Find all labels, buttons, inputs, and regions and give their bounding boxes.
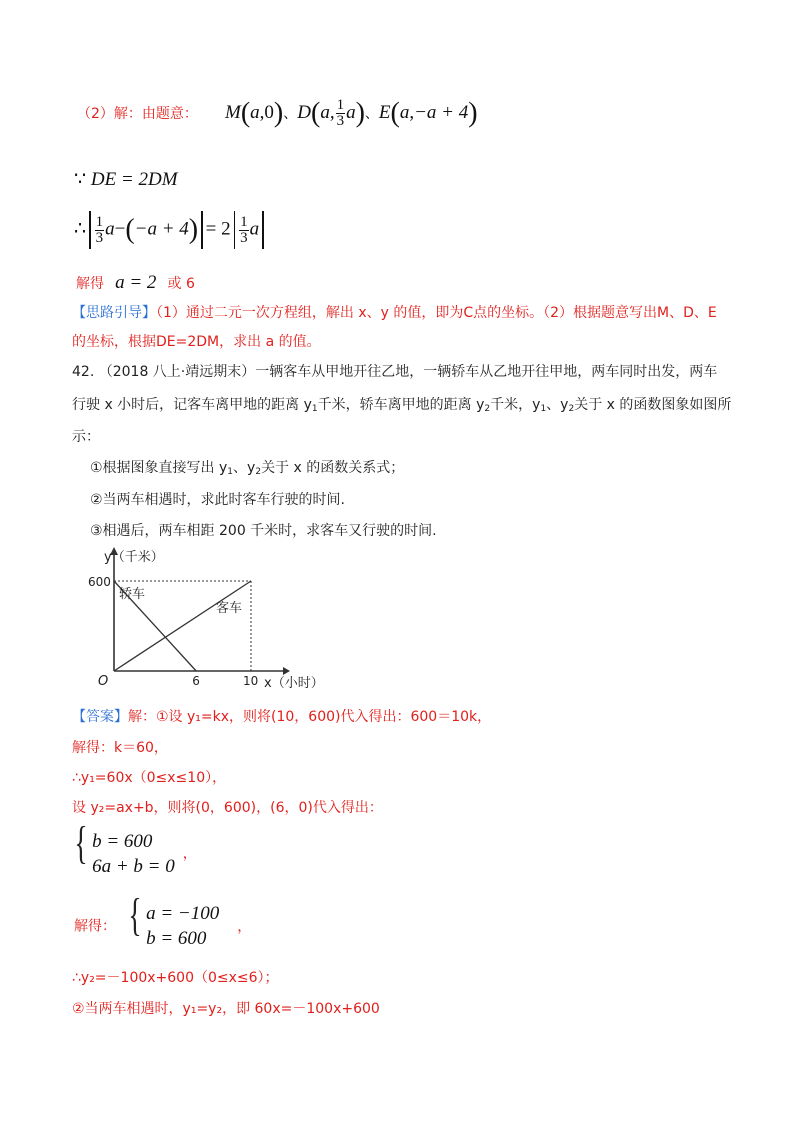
- system-solution-b: b = 600: [146, 927, 207, 949]
- fraction-one-third: $\frac{1}{3}$: [95, 213, 104, 246]
- paren: ): [188, 214, 199, 245]
- problem-text-2c: 千米，y: [490, 397, 541, 413]
- solve-expression: a = 2: [115, 272, 157, 293]
- subscript: 1: [311, 404, 318, 414]
- because-line: [74, 168, 178, 191]
- question-1a: ①根据图象直接写出 y: [90, 460, 228, 476]
- var-a: a: [399, 101, 410, 123]
- answer-line-2: 解得：k＝60，: [72, 740, 168, 756]
- paren: ): [355, 97, 365, 129]
- zero: 0: [264, 101, 274, 123]
- abs-bar: [234, 211, 236, 249]
- problem-source: （2018 八上·靖远期末）: [98, 364, 256, 380]
- system-solution-a: a = −100: [146, 902, 220, 924]
- answer-tag: 【答案】: [72, 709, 128, 725]
- var-a: a: [320, 101, 330, 123]
- answer-line-6: ②当两车相遇时，y₁=y₂，即 60x=－100x+600: [72, 1001, 380, 1017]
- solve-alternative: 或 6: [167, 276, 195, 292]
- answer-text-1: 解：①设 y₁=kx，则将(10，600)代入得出：600＝10k，: [128, 709, 492, 725]
- problem-line-1: [72, 360, 717, 384]
- answer-line-5: ∴y₂=－100x+600（0≤x≤6）；: [72, 970, 279, 986]
- equals-two: = 2: [205, 218, 231, 240]
- hint-line-1: [72, 301, 717, 325]
- problem-number: 42.: [72, 364, 95, 380]
- var-a: a: [346, 101, 356, 123]
- part2-line: [77, 98, 478, 129]
- answer-line-3: ∴y₁=60x（0≤x≤10），: [72, 770, 227, 786]
- subscript: 2: [484, 404, 491, 414]
- problem-line-3: 示：: [72, 429, 100, 445]
- comma: ，: [182, 846, 197, 862]
- origin-label: O: [98, 674, 109, 689]
- question-3: ③相遇后，两车相距 200 千米时，求客车又行驶的时间.: [90, 523, 437, 539]
- expr-neg-a-plus-4: −a + 4: [414, 101, 469, 123]
- paren: (: [125, 214, 135, 245]
- fraction-one-third: $\frac{1}{3}$: [240, 213, 248, 246]
- problem-text-2d: 、y: [546, 397, 569, 413]
- subscript: 2: [568, 404, 575, 414]
- answer-line-4: 设 y₂=ax+b，则将(0，600)，(6，0)代入得出：: [72, 800, 383, 816]
- point-m: M: [225, 101, 241, 123]
- system-eq-1: b = 600: [92, 830, 153, 852]
- system-eq-2: 6a + b = 0: [92, 855, 175, 877]
- abs-bar: [201, 211, 203, 249]
- therefore-symbol: ∴: [74, 218, 87, 240]
- abs-bar: [89, 211, 91, 249]
- answer-line-1: [72, 705, 491, 729]
- paren: (: [240, 97, 251, 129]
- hint-tag: 【思路引导】: [72, 305, 156, 321]
- equation-system-1: [70, 817, 197, 879]
- paren: ): [468, 97, 478, 129]
- minus: −: [114, 218, 126, 240]
- var-a: a: [250, 101, 260, 123]
- series-label-1: 轿车: [119, 587, 146, 602]
- system-lines: [146, 901, 219, 951]
- hint-line-2: 的坐标，根据DE=2DM，求出 a 的值。: [72, 334, 321, 350]
- subscript: 1: [227, 467, 234, 477]
- point-e: E: [378, 101, 391, 123]
- separator: 、: [364, 105, 379, 122]
- problem-text-2e: 关于 x 的函数图象如图所: [574, 397, 732, 413]
- paren: ): [273, 97, 284, 129]
- x-tick-label: 6: [192, 674, 200, 688]
- inner-expression: −a + 4: [134, 218, 189, 240]
- solve-line: [76, 272, 195, 294]
- question-1c: 关于 x 的函数关系式；: [261, 460, 405, 476]
- abs-bar: [262, 211, 264, 249]
- hint-text-1: （1）通过二元一次方程组，解出 x、y 的值，即为C点的坐标。（2）根据题意写出M、D、E: [156, 305, 717, 321]
- distance-time-chart: [86, 543, 336, 698]
- separator: 、: [283, 105, 298, 122]
- part2-label: （2）解：由题意：: [77, 105, 198, 122]
- paren: (: [310, 97, 321, 129]
- question-1: [90, 456, 404, 484]
- x-tick-label: 10: [243, 674, 259, 688]
- x-axis-arrow: [283, 667, 290, 675]
- brace: {: [74, 817, 88, 868]
- y-tick-label: 600: [88, 575, 111, 589]
- question-1b: 、y: [233, 460, 256, 476]
- y-axis-label: y（千米）: [104, 550, 164, 565]
- solve-label: 解得: [76, 276, 104, 292]
- question-2: ②当两车相遇时，求此时客车行驶的时间.: [90, 492, 345, 508]
- because-expression: DE = 2DM: [90, 169, 178, 190]
- solve-system: [74, 889, 252, 951]
- problem-line-2: [72, 393, 731, 421]
- var-a: a: [105, 218, 115, 240]
- fraction-one-third: $\frac{1}{3}$: [336, 97, 345, 129]
- therefore-equation: [74, 211, 267, 249]
- solve-label: 解得：: [74, 918, 116, 935]
- subscript: 1: [540, 404, 547, 414]
- series-label-2: 客车: [216, 601, 243, 616]
- problem-text-2b: 千米，轿车离甲地的距离 y: [317, 397, 485, 413]
- point-d: D: [297, 101, 311, 123]
- brace: {: [128, 889, 142, 940]
- because-symbol: ∵: [74, 169, 87, 190]
- point-coordinates: M(a,0)、D(a, $\frac{1}{3}$ a)、E(a,−a + 4): [225, 97, 478, 129]
- x-axis-label: x（小时）: [264, 676, 324, 691]
- subscript: 2: [255, 467, 262, 477]
- var-a: a: [249, 218, 260, 240]
- paren: (: [390, 97, 400, 129]
- system-lines: [92, 829, 175, 879]
- comma: ，: [237, 918, 252, 935]
- problem-text-2a: 行驶 x 小时后，记客车离甲地的距离 y: [72, 397, 312, 413]
- problem-text-1: 一辆客车从甲地开往乙地，一辆轿车从乙地开往甲地，两车同时出发，两车: [255, 364, 718, 380]
